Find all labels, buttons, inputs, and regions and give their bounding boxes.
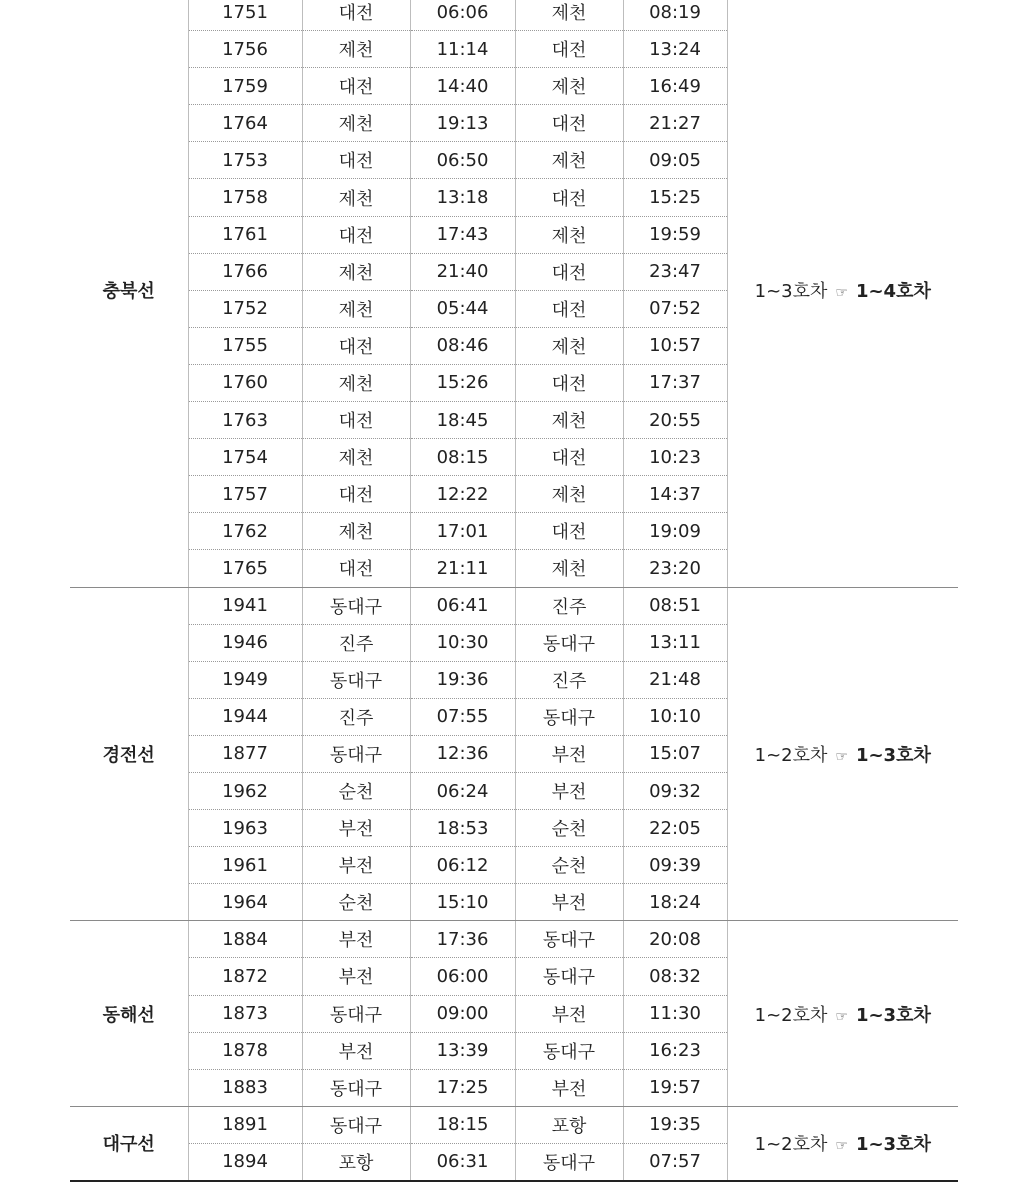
train-number-cell: 1762 bbox=[188, 513, 302, 550]
arrival-time-cell: 07:57 bbox=[623, 1143, 727, 1181]
arrival-station-cell: 대전 bbox=[515, 290, 623, 327]
table-row bbox=[70, 921, 958, 958]
arrival-station-cell: 부전 bbox=[515, 884, 623, 921]
arrival-time-cell: 18:24 bbox=[623, 884, 727, 921]
departure-station-cell: 제천 bbox=[302, 31, 410, 68]
arrival-station-cell: 순천 bbox=[515, 847, 623, 884]
departure-station-cell: 제천 bbox=[302, 253, 410, 290]
departure-time-cell: 06:12 bbox=[410, 847, 515, 884]
arrival-time-cell: 22:05 bbox=[623, 810, 727, 847]
departure-time-cell: 17:36 bbox=[410, 921, 515, 958]
note-to: 1~3호차 bbox=[855, 1134, 931, 1156]
train-number-cell: 1759 bbox=[188, 68, 302, 105]
departure-time-cell: 18:45 bbox=[410, 402, 515, 439]
arrival-time-cell: 11:30 bbox=[623, 995, 727, 1032]
departure-time-cell: 15:10 bbox=[410, 884, 515, 921]
arrival-station-cell: 제천 bbox=[515, 68, 623, 105]
train-number-cell: 1758 bbox=[188, 179, 302, 216]
departure-time-cell: 06:31 bbox=[410, 1143, 515, 1181]
arrival-station-cell: 동대구 bbox=[515, 624, 623, 661]
arrival-station-cell: 동대구 bbox=[515, 958, 623, 995]
arrival-station-cell: 부전 bbox=[515, 1069, 623, 1106]
train-number-cell: 1941 bbox=[188, 587, 302, 624]
note-to: 1~3호차 bbox=[855, 1004, 931, 1026]
car-change-note bbox=[727, 1106, 958, 1181]
departure-station-cell: 진주 bbox=[302, 698, 410, 735]
arrival-station-cell: 동대구 bbox=[515, 1032, 623, 1069]
arrival-time-cell: 19:57 bbox=[623, 1069, 727, 1106]
departure-station-cell: 동대구 bbox=[302, 1106, 410, 1143]
arrival-station-cell: 제천 bbox=[515, 327, 623, 364]
departure-station-cell: 대전 bbox=[302, 68, 410, 105]
arrival-time-cell: 19:59 bbox=[623, 216, 727, 253]
departure-time-cell: 06:50 bbox=[410, 142, 515, 179]
arrival-time-cell: 10:57 bbox=[623, 327, 727, 364]
arrival-time-cell: 13:11 bbox=[623, 624, 727, 661]
line-name-cell: 동해선 bbox=[70, 921, 188, 1106]
arrival-station-cell: 동대구 bbox=[515, 921, 623, 958]
departure-station-cell: 동대구 bbox=[302, 735, 410, 772]
line-name-cell: 대구선 bbox=[70, 1106, 188, 1181]
departure-station-cell: 제천 bbox=[302, 179, 410, 216]
departure-time-cell: 21:40 bbox=[410, 253, 515, 290]
departure-time-cell: 06:41 bbox=[410, 587, 515, 624]
note-from: 1~3호차 bbox=[754, 281, 828, 303]
arrival-time-cell: 16:23 bbox=[623, 1032, 727, 1069]
arrival-station-cell: 부전 bbox=[515, 995, 623, 1032]
departure-station-cell: 제천 bbox=[302, 364, 410, 401]
departure-station-cell: 진주 bbox=[302, 624, 410, 661]
arrival-station-cell: 부전 bbox=[515, 735, 623, 772]
arrival-time-cell: 20:08 bbox=[623, 921, 727, 958]
train-number-cell: 1873 bbox=[188, 995, 302, 1032]
arrival-station-cell: 순천 bbox=[515, 810, 623, 847]
train-number-cell: 1944 bbox=[188, 698, 302, 735]
departure-time-cell: 18:15 bbox=[410, 1106, 515, 1143]
arrival-time-cell: 10:10 bbox=[623, 698, 727, 735]
departure-time-cell: 19:36 bbox=[410, 661, 515, 698]
arrival-time-cell: 08:51 bbox=[623, 587, 727, 624]
arrival-station-cell: 제천 bbox=[515, 216, 623, 253]
departure-station-cell: 순천 bbox=[302, 884, 410, 921]
arrival-time-cell: 20:55 bbox=[623, 402, 727, 439]
train-number-cell: 1757 bbox=[188, 476, 302, 513]
arrival-station-cell: 제천 bbox=[515, 402, 623, 439]
arrival-station-cell: 대전 bbox=[515, 439, 623, 476]
departure-station-cell: 대전 bbox=[302, 550, 410, 587]
arrival-station-cell: 포항 bbox=[515, 1106, 623, 1143]
arrival-time-cell: 23:47 bbox=[623, 253, 727, 290]
train-number-cell: 1877 bbox=[188, 735, 302, 772]
arrival-station-cell: 진주 bbox=[515, 661, 623, 698]
departure-station-cell: 포항 bbox=[302, 1143, 410, 1181]
arrival-time-cell: 08:19 bbox=[623, 0, 727, 31]
train-number-cell: 1755 bbox=[188, 327, 302, 364]
train-number-cell: 1891 bbox=[188, 1106, 302, 1143]
departure-station-cell: 제천 bbox=[302, 513, 410, 550]
departure-station-cell: 대전 bbox=[302, 327, 410, 364]
arrival-station-cell: 제천 bbox=[515, 142, 623, 179]
arrival-station-cell: 동대구 bbox=[515, 698, 623, 735]
departure-station-cell: 동대구 bbox=[302, 661, 410, 698]
arrival-time-cell: 23:20 bbox=[623, 550, 727, 587]
arrival-station-cell: 제천 bbox=[515, 476, 623, 513]
departure-station-cell: 동대구 bbox=[302, 1069, 410, 1106]
arrival-station-cell: 대전 bbox=[515, 364, 623, 401]
note-to: 1~3호차 bbox=[855, 744, 931, 766]
departure-station-cell: 부전 bbox=[302, 958, 410, 995]
arrival-time-cell: 13:24 bbox=[623, 31, 727, 68]
departure-time-cell: 06:00 bbox=[410, 958, 515, 995]
arrival-time-cell: 09:39 bbox=[623, 847, 727, 884]
train-number-cell: 1878 bbox=[188, 1032, 302, 1069]
departure-time-cell: 12:22 bbox=[410, 476, 515, 513]
departure-station-cell: 대전 bbox=[302, 142, 410, 179]
departure-station-cell: 동대구 bbox=[302, 587, 410, 624]
departure-time-cell: 17:01 bbox=[410, 513, 515, 550]
train-number-cell: 1765 bbox=[188, 550, 302, 587]
departure-time-cell: 18:53 bbox=[410, 810, 515, 847]
arrival-time-cell: 09:32 bbox=[623, 772, 727, 809]
table-row bbox=[70, 0, 958, 31]
departure-time-cell: 19:13 bbox=[410, 105, 515, 142]
departure-time-cell: 15:26 bbox=[410, 364, 515, 401]
note-from: 1~2호차 bbox=[754, 744, 828, 766]
pointing-hand-icon: ☞ bbox=[835, 1138, 848, 1155]
departure-station-cell: 대전 bbox=[302, 0, 410, 31]
arrival-station-cell: 제천 bbox=[515, 550, 623, 587]
train-number-cell: 1751 bbox=[188, 0, 302, 31]
arrival-time-cell: 21:48 bbox=[623, 661, 727, 698]
arrival-station-cell: 대전 bbox=[515, 253, 623, 290]
departure-station-cell: 대전 bbox=[302, 216, 410, 253]
departure-station-cell: 대전 bbox=[302, 476, 410, 513]
arrival-station-cell: 대전 bbox=[515, 31, 623, 68]
departure-time-cell: 05:44 bbox=[410, 290, 515, 327]
departure-time-cell: 13:39 bbox=[410, 1032, 515, 1069]
arrival-time-cell: 19:35 bbox=[623, 1106, 727, 1143]
line-name-cell: 경전선 bbox=[70, 587, 188, 921]
car-change-note bbox=[727, 587, 958, 921]
departure-time-cell: 12:36 bbox=[410, 735, 515, 772]
arrival-station-cell: 부전 bbox=[515, 772, 623, 809]
train-number-cell: 1766 bbox=[188, 253, 302, 290]
pointing-hand-icon: ☞ bbox=[835, 748, 848, 765]
arrival-time-cell: 15:07 bbox=[623, 735, 727, 772]
table-row bbox=[70, 587, 958, 624]
departure-time-cell: 08:15 bbox=[410, 439, 515, 476]
train-number-cell: 1761 bbox=[188, 216, 302, 253]
departure-time-cell: 21:11 bbox=[410, 550, 515, 587]
train-number-cell: 1949 bbox=[188, 661, 302, 698]
train-number-cell: 1764 bbox=[188, 105, 302, 142]
train-number-cell: 1756 bbox=[188, 31, 302, 68]
departure-station-cell: 제천 bbox=[302, 439, 410, 476]
train-number-cell: 1753 bbox=[188, 142, 302, 179]
departure-time-cell: 08:46 bbox=[410, 327, 515, 364]
train-schedule-table bbox=[70, 0, 958, 1182]
arrival-station-cell: 대전 bbox=[515, 105, 623, 142]
arrival-station-cell: 대전 bbox=[515, 513, 623, 550]
departure-time-cell: 17:25 bbox=[410, 1069, 515, 1106]
train-number-cell: 1884 bbox=[188, 921, 302, 958]
departure-station-cell: 대전 bbox=[302, 402, 410, 439]
train-number-cell: 1962 bbox=[188, 772, 302, 809]
train-number-cell: 1752 bbox=[188, 290, 302, 327]
schedule-body bbox=[70, 0, 958, 1181]
train-number-cell: 1964 bbox=[188, 884, 302, 921]
arrival-station-cell: 진주 bbox=[515, 587, 623, 624]
pointing-hand-icon: ☞ bbox=[835, 285, 848, 302]
train-number-cell: 1946 bbox=[188, 624, 302, 661]
train-number-cell: 1763 bbox=[188, 402, 302, 439]
table-row bbox=[70, 1106, 958, 1143]
departure-station-cell: 제천 bbox=[302, 105, 410, 142]
departure-time-cell: 07:55 bbox=[410, 698, 515, 735]
departure-time-cell: 06:06 bbox=[410, 0, 515, 31]
departure-station-cell: 제천 bbox=[302, 290, 410, 327]
arrival-time-cell: 08:32 bbox=[623, 958, 727, 995]
departure-time-cell: 10:30 bbox=[410, 624, 515, 661]
arrival-time-cell: 07:52 bbox=[623, 290, 727, 327]
departure-station-cell: 동대구 bbox=[302, 995, 410, 1032]
train-number-cell: 1961 bbox=[188, 847, 302, 884]
departure-time-cell: 14:40 bbox=[410, 68, 515, 105]
train-number-cell: 1760 bbox=[188, 364, 302, 401]
note-to: 1~4호차 bbox=[855, 281, 931, 303]
note-from: 1~2호차 bbox=[754, 1004, 828, 1026]
car-change-note bbox=[727, 921, 958, 1106]
arrival-time-cell: 14:37 bbox=[623, 476, 727, 513]
train-number-cell: 1883 bbox=[188, 1069, 302, 1106]
train-number-cell: 1754 bbox=[188, 439, 302, 476]
arrival-station-cell: 제천 bbox=[515, 0, 623, 31]
arrival-station-cell: 동대구 bbox=[515, 1143, 623, 1181]
pointing-hand-icon: ☞ bbox=[835, 1008, 848, 1025]
train-number-cell: 1872 bbox=[188, 958, 302, 995]
arrival-time-cell: 21:27 bbox=[623, 105, 727, 142]
departure-station-cell: 부전 bbox=[302, 921, 410, 958]
note-from: 1~2호차 bbox=[754, 1134, 828, 1156]
departure-time-cell: 13:18 bbox=[410, 179, 515, 216]
car-change-note bbox=[727, 0, 958, 587]
arrival-time-cell: 09:05 bbox=[623, 142, 727, 179]
arrival-time-cell: 17:37 bbox=[623, 364, 727, 401]
departure-station-cell: 부전 bbox=[302, 810, 410, 847]
departure-station-cell: 부전 bbox=[302, 1032, 410, 1069]
departure-station-cell: 부전 bbox=[302, 847, 410, 884]
departure-time-cell: 06:24 bbox=[410, 772, 515, 809]
line-name-cell: 충북선 bbox=[70, 0, 188, 587]
arrival-time-cell: 16:49 bbox=[623, 68, 727, 105]
departure-time-cell: 11:14 bbox=[410, 31, 515, 68]
timetable-sheet bbox=[70, 0, 958, 1182]
arrival-time-cell: 15:25 bbox=[623, 179, 727, 216]
arrival-station-cell: 대전 bbox=[515, 179, 623, 216]
arrival-time-cell: 19:09 bbox=[623, 513, 727, 550]
arrival-time-cell: 10:23 bbox=[623, 439, 727, 476]
train-number-cell: 1894 bbox=[188, 1143, 302, 1181]
departure-station-cell: 순천 bbox=[302, 772, 410, 809]
departure-time-cell: 17:43 bbox=[410, 216, 515, 253]
departure-time-cell: 09:00 bbox=[410, 995, 515, 1032]
train-number-cell: 1963 bbox=[188, 810, 302, 847]
